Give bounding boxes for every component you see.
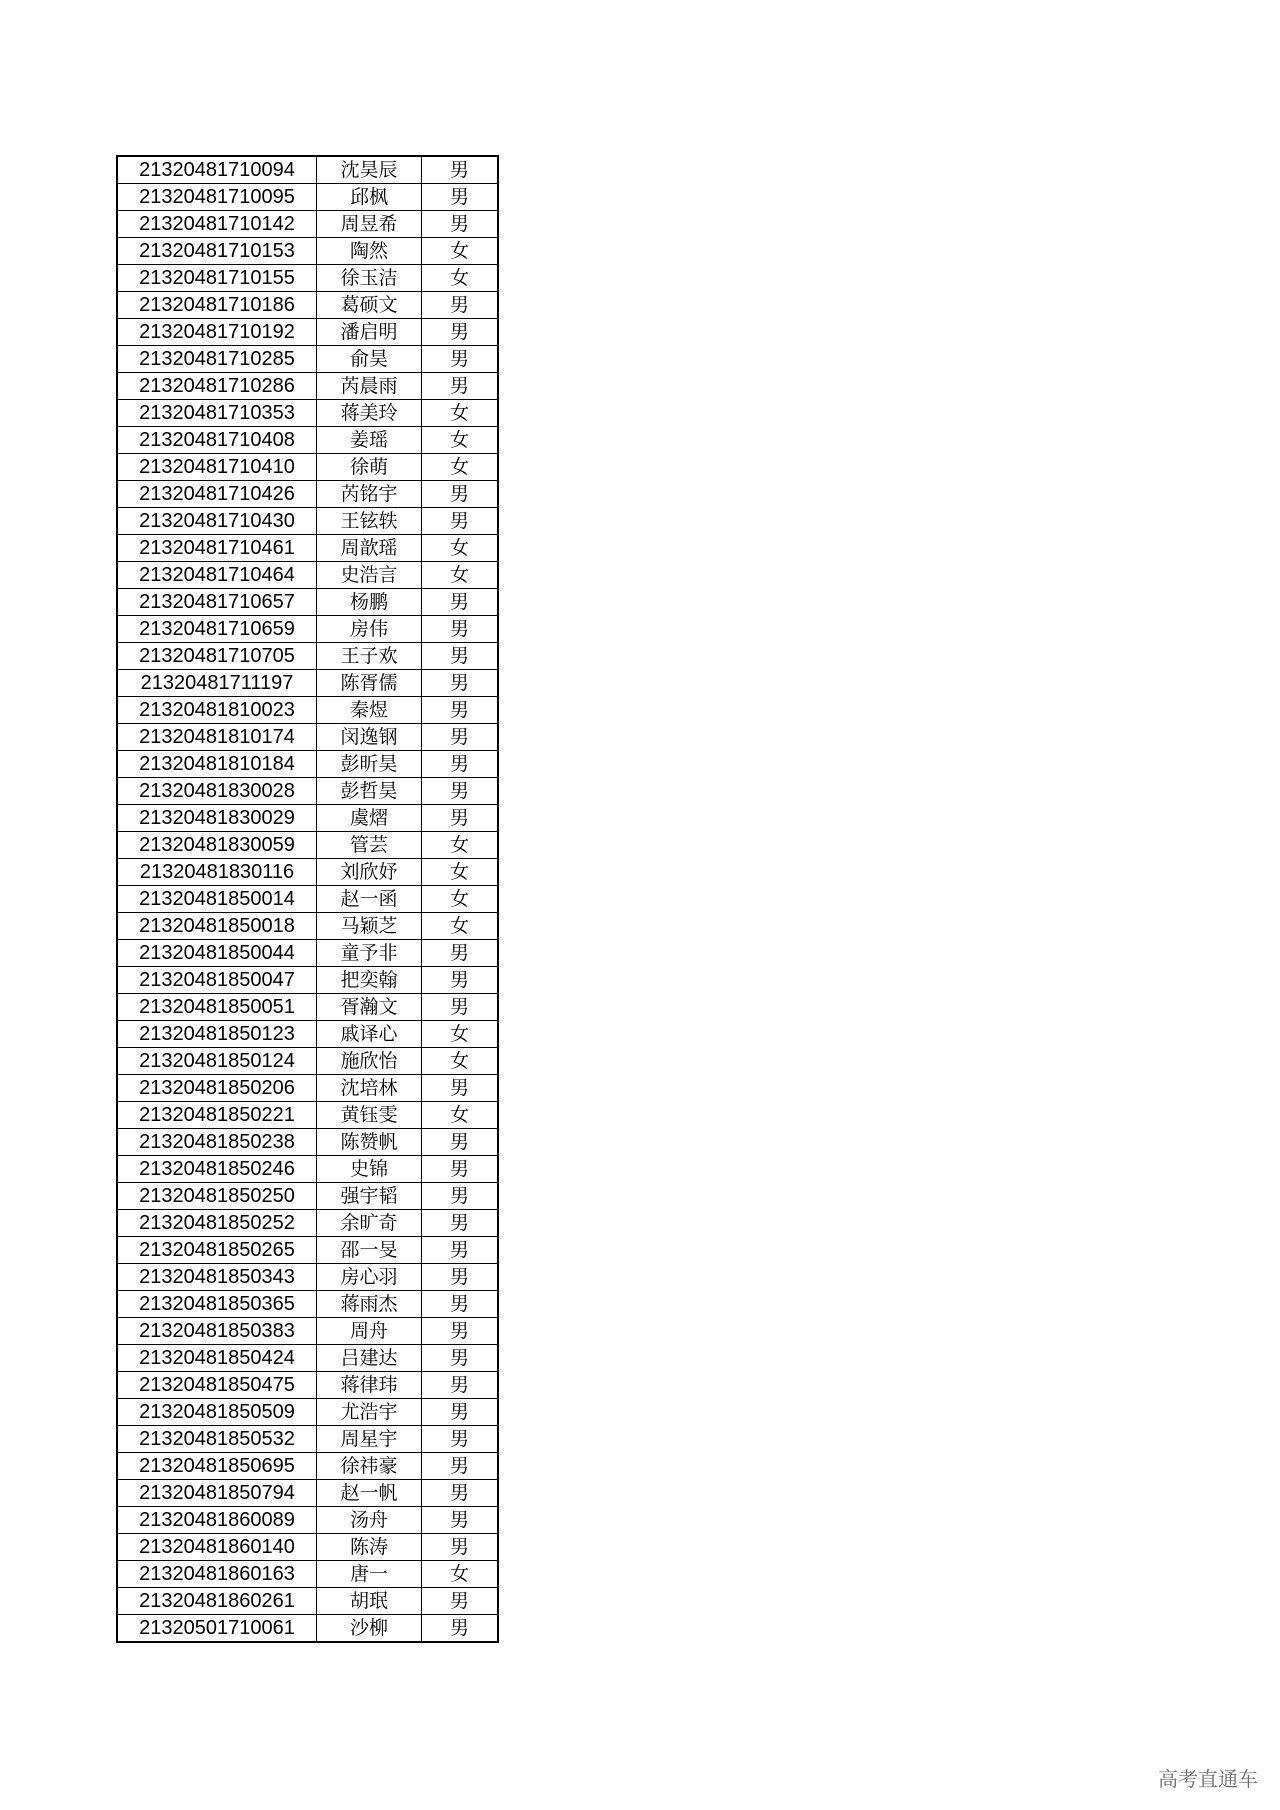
gender-cell: 男 — [422, 156, 499, 184]
table-row — [117, 481, 498, 508]
student-name-cell: 沈培林 — [317, 1075, 422, 1102]
student-name-cell: 陈涛 — [317, 1534, 422, 1561]
table-row — [117, 454, 498, 481]
candidate-id-cell: 21320501710061 — [117, 1615, 317, 1643]
gender-cell: 男 — [422, 1210, 499, 1237]
student-name-cell: 施欣怡 — [317, 1048, 422, 1075]
candidate-id-cell: 21320481710430 — [117, 508, 317, 535]
candidate-id-cell: 21320481710657 — [117, 589, 317, 616]
table-row — [117, 1048, 498, 1075]
student-name-cell: 赵一函 — [317, 886, 422, 913]
student-name-cell: 吕建达 — [317, 1345, 422, 1372]
candidate-id-cell: 21320481850252 — [117, 1210, 317, 1237]
candidate-id-cell: 21320481850238 — [117, 1129, 317, 1156]
candidate-id-cell: 21320481850250 — [117, 1183, 317, 1210]
gender-cell: 女 — [422, 859, 499, 886]
table-row — [117, 1183, 498, 1210]
table-row — [117, 562, 498, 589]
candidate-id-cell: 21320481860261 — [117, 1588, 317, 1615]
gender-cell: 男 — [422, 211, 499, 238]
gender-cell: 男 — [422, 481, 499, 508]
student-name-cell: 姜瑶 — [317, 427, 422, 454]
table-row — [117, 967, 498, 994]
gender-cell: 男 — [422, 1291, 499, 1318]
candidate-id-cell: 21320481850695 — [117, 1453, 317, 1480]
table-row — [117, 1291, 498, 1318]
gender-cell: 男 — [422, 1615, 499, 1643]
student-name-cell: 管芸 — [317, 832, 422, 859]
candidate-id-cell: 21320481810023 — [117, 697, 317, 724]
table-row — [117, 697, 498, 724]
candidate-id-cell: 21320481710186 — [117, 292, 317, 319]
student-name-cell: 邵一旻 — [317, 1237, 422, 1264]
table-row — [117, 1021, 498, 1048]
candidate-id-cell: 21320481710705 — [117, 643, 317, 670]
table-row — [117, 535, 498, 562]
student-name-cell: 陈赞帆 — [317, 1129, 422, 1156]
gender-cell: 男 — [422, 805, 499, 832]
table-row — [117, 994, 498, 1021]
student-name-cell: 陶然 — [317, 238, 422, 265]
gender-cell: 男 — [422, 1075, 499, 1102]
student-name-cell: 刘欣妤 — [317, 859, 422, 886]
student-name-cell: 徐萌 — [317, 454, 422, 481]
table-row — [117, 156, 498, 184]
gender-cell: 女 — [422, 832, 499, 859]
gender-cell: 男 — [422, 1318, 499, 1345]
gender-cell: 男 — [422, 670, 499, 697]
candidate-id-cell: 21320481850424 — [117, 1345, 317, 1372]
candidate-id-cell: 21320481850383 — [117, 1318, 317, 1345]
candidate-id-cell: 21320481710464 — [117, 562, 317, 589]
table-row — [117, 238, 498, 265]
candidate-id-cell: 21320481710153 — [117, 238, 317, 265]
gender-cell: 女 — [422, 454, 499, 481]
student-name-cell: 彭哲昊 — [317, 778, 422, 805]
gender-cell: 男 — [422, 940, 499, 967]
student-name-cell: 秦煜 — [317, 697, 422, 724]
candidate-id-cell: 21320481710461 — [117, 535, 317, 562]
table-row — [117, 265, 498, 292]
table-row — [117, 1426, 498, 1453]
gender-cell: 男 — [422, 184, 499, 211]
table-row — [117, 1129, 498, 1156]
candidate-id-cell: 21320481830029 — [117, 805, 317, 832]
table-row — [117, 319, 498, 346]
candidate-id-cell: 21320481850794 — [117, 1480, 317, 1507]
candidate-id-cell: 21320481710426 — [117, 481, 317, 508]
candidate-id-cell: 21320481810174 — [117, 724, 317, 751]
table-row — [117, 373, 498, 400]
gender-cell: 女 — [422, 400, 499, 427]
gender-cell: 女 — [422, 427, 499, 454]
student-name-cell: 强宇韬 — [317, 1183, 422, 1210]
student-name-cell: 俞昊 — [317, 346, 422, 373]
student-name-cell: 赵一帆 — [317, 1480, 422, 1507]
table-row — [117, 724, 498, 751]
candidate-id-cell: 21320481711197 — [117, 670, 317, 697]
gender-cell: 男 — [422, 292, 499, 319]
gender-cell: 男 — [422, 1453, 499, 1480]
table-row — [117, 1210, 498, 1237]
table-row — [117, 1534, 498, 1561]
student-name-cell: 房伟 — [317, 616, 422, 643]
gender-cell: 男 — [422, 751, 499, 778]
candidate-id-cell: 21320481710408 — [117, 427, 317, 454]
candidate-id-cell: 21320481710095 — [117, 184, 317, 211]
table-row — [117, 913, 498, 940]
candidate-id-cell: 21320481830059 — [117, 832, 317, 859]
candidate-id-cell: 21320481850124 — [117, 1048, 317, 1075]
candidate-id-cell: 21320481850014 — [117, 886, 317, 913]
student-name-cell: 杨鹏 — [317, 589, 422, 616]
table-row — [117, 1075, 498, 1102]
gender-cell: 男 — [422, 1480, 499, 1507]
gender-cell: 女 — [422, 1561, 499, 1588]
gender-cell: 女 — [422, 265, 499, 292]
student-name-cell: 蒋美玲 — [317, 400, 422, 427]
candidate-id-cell: 21320481850051 — [117, 994, 317, 1021]
table-row — [117, 292, 498, 319]
candidate-id-cell: 21320481710155 — [117, 265, 317, 292]
candidate-id-cell: 21320481850044 — [117, 940, 317, 967]
gender-cell: 男 — [422, 1426, 499, 1453]
student-name-cell: 史浩言 — [317, 562, 422, 589]
candidate-id-cell: 21320481860089 — [117, 1507, 317, 1534]
candidate-id-cell: 21320481710659 — [117, 616, 317, 643]
student-name-cell: 闵逸钢 — [317, 724, 422, 751]
gender-cell: 女 — [422, 913, 499, 940]
candidate-id-cell: 21320481850221 — [117, 1102, 317, 1129]
candidate-id-cell: 21320481710410 — [117, 454, 317, 481]
student-name-cell: 童予非 — [317, 940, 422, 967]
watermark-text: 高考直通车 — [1158, 1767, 1258, 1791]
student-name-cell: 胥瀚文 — [317, 994, 422, 1021]
candidate-id-cell: 21320481850475 — [117, 1372, 317, 1399]
table-row — [117, 805, 498, 832]
table-row — [117, 1588, 498, 1615]
gender-cell: 男 — [422, 697, 499, 724]
candidate-id-cell: 21320481710094 — [117, 156, 317, 184]
table-row — [117, 832, 498, 859]
gender-cell: 男 — [422, 1156, 499, 1183]
gender-cell: 男 — [422, 1372, 499, 1399]
student-name-cell: 徐祎豪 — [317, 1453, 422, 1480]
table-row — [117, 616, 498, 643]
candidate-id-cell: 21320481850206 — [117, 1075, 317, 1102]
table-row — [117, 859, 498, 886]
student-name-cell: 葛硕文 — [317, 292, 422, 319]
candidate-id-cell: 21320481850365 — [117, 1291, 317, 1318]
student-name-cell: 沙柳 — [317, 1615, 422, 1643]
gender-cell: 男 — [422, 346, 499, 373]
candidate-id-cell: 21320481810184 — [117, 751, 317, 778]
gender-cell: 男 — [422, 1345, 499, 1372]
candidate-id-cell: 21320481710142 — [117, 211, 317, 238]
table-row — [117, 1399, 498, 1426]
gender-cell: 男 — [422, 1183, 499, 1210]
candidate-id-cell: 21320481830028 — [117, 778, 317, 805]
candidate-id-cell: 21320481850018 — [117, 913, 317, 940]
table-row — [117, 1156, 498, 1183]
table-row — [117, 1615, 498, 1643]
table-row — [117, 589, 498, 616]
student-name-cell: 把奕翰 — [317, 967, 422, 994]
gender-cell: 男 — [422, 967, 499, 994]
roster-table-body — [117, 156, 498, 1642]
student-name-cell: 蒋雨杰 — [317, 1291, 422, 1318]
gender-cell: 男 — [422, 589, 499, 616]
candidate-id-cell: 21320481710192 — [117, 319, 317, 346]
table-row — [117, 427, 498, 454]
table-row — [117, 751, 498, 778]
gender-cell: 男 — [422, 778, 499, 805]
table-row — [117, 1372, 498, 1399]
gender-cell: 男 — [422, 508, 499, 535]
candidate-id-cell: 21320481860140 — [117, 1534, 317, 1561]
student-name-cell: 房心羽 — [317, 1264, 422, 1291]
gender-cell: 女 — [422, 1048, 499, 1075]
candidate-id-cell: 21320481850343 — [117, 1264, 317, 1291]
student-name-cell: 芮铭宇 — [317, 481, 422, 508]
student-name-cell: 芮晨雨 — [317, 373, 422, 400]
gender-cell: 女 — [422, 238, 499, 265]
candidate-id-cell: 21320481850047 — [117, 967, 317, 994]
gender-cell: 女 — [422, 562, 499, 589]
table-row — [117, 1102, 498, 1129]
candidate-id-cell: 21320481850265 — [117, 1237, 317, 1264]
table-row — [117, 211, 498, 238]
table-row — [117, 1561, 498, 1588]
student-name-cell: 王铉轶 — [317, 508, 422, 535]
student-name-cell: 黄钰雯 — [317, 1102, 422, 1129]
gender-cell: 男 — [422, 1237, 499, 1264]
table-row — [117, 643, 498, 670]
student-name-cell: 王子欢 — [317, 643, 422, 670]
gender-cell: 男 — [422, 1129, 499, 1156]
student-name-cell: 戚译心 — [317, 1021, 422, 1048]
table-row — [117, 940, 498, 967]
student-name-cell: 陈胥儒 — [317, 670, 422, 697]
student-name-cell: 周昱希 — [317, 211, 422, 238]
student-name-cell: 尤浩宇 — [317, 1399, 422, 1426]
table-row — [117, 1480, 498, 1507]
table-row — [117, 1453, 498, 1480]
student-name-cell: 虞熠 — [317, 805, 422, 832]
gender-cell: 男 — [422, 1507, 499, 1534]
gender-cell: 男 — [422, 319, 499, 346]
table-row — [117, 886, 498, 913]
student-name-cell: 徐玉洁 — [317, 265, 422, 292]
table-row — [117, 508, 498, 535]
candidate-id-cell: 21320481710286 — [117, 373, 317, 400]
student-name-cell: 史锦 — [317, 1156, 422, 1183]
table-row — [117, 400, 498, 427]
gender-cell: 男 — [422, 373, 499, 400]
table-row — [117, 346, 498, 373]
gender-cell: 男 — [422, 1534, 499, 1561]
table-row — [117, 1507, 498, 1534]
candidate-id-cell: 21320481710353 — [117, 400, 317, 427]
gender-cell: 男 — [422, 1588, 499, 1615]
student-name-cell: 沈昊辰 — [317, 156, 422, 184]
gender-cell: 男 — [422, 1264, 499, 1291]
gender-cell: 女 — [422, 535, 499, 562]
gender-cell: 男 — [422, 724, 499, 751]
candidate-id-cell: 21320481850509 — [117, 1399, 317, 1426]
candidate-id-cell: 21320481860163 — [117, 1561, 317, 1588]
table-row — [117, 1237, 498, 1264]
student-name-cell: 周星宇 — [317, 1426, 422, 1453]
student-name-cell: 周歆瑶 — [317, 535, 422, 562]
student-name-cell: 余旷奇 — [317, 1210, 422, 1237]
gender-cell: 女 — [422, 1021, 499, 1048]
student-name-cell: 彭昕昊 — [317, 751, 422, 778]
roster-table — [116, 155, 499, 1643]
gender-cell: 男 — [422, 616, 499, 643]
student-name-cell: 邱枫 — [317, 184, 422, 211]
student-name-cell: 唐一 — [317, 1561, 422, 1588]
student-name-cell: 周舟 — [317, 1318, 422, 1345]
gender-cell: 男 — [422, 994, 499, 1021]
candidate-id-cell: 21320481850123 — [117, 1021, 317, 1048]
table-row — [117, 1318, 498, 1345]
gender-cell: 女 — [422, 1102, 499, 1129]
student-name-cell: 潘启明 — [317, 319, 422, 346]
candidate-id-cell: 21320481850246 — [117, 1156, 317, 1183]
gender-cell: 男 — [422, 1399, 499, 1426]
student-name-cell: 蒋律玮 — [317, 1372, 422, 1399]
candidate-id-cell: 21320481710285 — [117, 346, 317, 373]
student-name-cell: 汤舟 — [317, 1507, 422, 1534]
candidate-id-cell: 21320481850532 — [117, 1426, 317, 1453]
gender-cell: 男 — [422, 643, 499, 670]
candidate-id-cell: 21320481830116 — [117, 859, 317, 886]
table-row — [117, 1345, 498, 1372]
table-row — [117, 670, 498, 697]
table-row — [117, 184, 498, 211]
table-row — [117, 1264, 498, 1291]
student-name-cell: 马颖芝 — [317, 913, 422, 940]
table-row — [117, 778, 498, 805]
gender-cell: 女 — [422, 886, 499, 913]
student-name-cell: 胡珉 — [317, 1588, 422, 1615]
